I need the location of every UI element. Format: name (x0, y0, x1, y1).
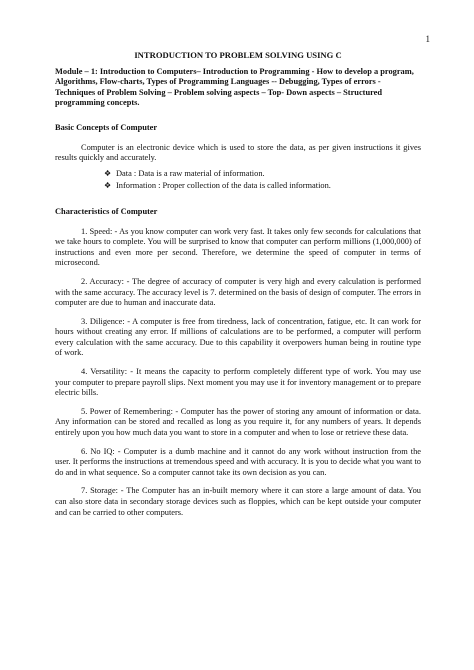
page-number: 1 (425, 34, 430, 44)
document-body (55, 50, 421, 526)
characteristic-speed: 1. Speed: - As you know computer can work very fast. It takes only few seconds for calculations that we take hours to complete. You will be surprised to know that computer can perform millions (1,000,000) of instructions and even more per second. Therefore, we determine the speed of computer in terms of microsecond. (55, 226, 421, 268)
list-item (104, 169, 421, 180)
basic-concepts-intro: Computer is an electronic device which is used to store the data, as per given instructions it gives results quickly and accurately. (55, 142, 421, 163)
characteristic-accuracy: 2. Accuracy: - The degree of accuracy of computer is very high and every calculation is performed with the same accuracy. The accuracy level is 7. determined on the basis of design of computer. The errors in computer are due to human and inaccurate data. (55, 276, 421, 308)
characteristics-heading: Characteristics of Computer (55, 206, 158, 216)
characteristic-versatility: 4. Versatility: - It means the capacity to perform completely different type of work. You may use your computer to prepare payroll slips. Next moment you may use it for inventory management or to prepare electric bills. (55, 367, 421, 398)
basic-concepts-heading: Basic Concepts of Computer (55, 122, 158, 132)
characteristic-diligence: 3. Diligence: - A computer is free from tiredness, lack of concentration, fatigue, etc. It can work for hours without creating any error. If millions of calculations are to be performed, a computer will perform every calculation with the same accuracy. Due to this capability it overpowers human being in routine type of work. (55, 316, 421, 358)
diamond-bullet-icon: ❖ (104, 181, 112, 191)
characteristic-power-of-remembering: 5. Power of Remembering: - Computer has the power of storing any amount of information or data. Any information can be stored and recalled as long as you require it, for any numbers of years. It depends entirely upon you how much data you want to store in a computer and when to lose or retrieve these data. (55, 406, 421, 438)
definitions-list (55, 169, 421, 192)
characteristic-storage: 7. Storage: - The Computer has an in-built memory where it can store a large amount of data. You can also store data in secondary storage devices such as floppies, which can be kept outside your computer and can be carried to other computers. (55, 486, 421, 517)
document-title: INTRODUCTION TO PROBLEM SOLVING USING C (134, 50, 342, 60)
characteristic-no-iq: 6. No IQ: - Computer is a dumb machine and it cannot do any work without instruction from the user. It performs the instructions at tremendous speed and with accuracy. It is you to decide what you want to do and in what sequence. So a computer cannot take its own decision as you can. (55, 446, 421, 477)
list-item (104, 181, 421, 192)
bullet-text-information: Information : Proper collection of the data is called information. (116, 181, 331, 191)
diamond-bullet-icon: ❖ (104, 168, 112, 178)
module-description: Module – 1: Introduction to Computers– Introduction to Programming - How to develop a program, Algorithms, Flow-charts, Types of Programming Languages -- Debugging, Types of errors - Techniques of Problem Solving – Problem solving aspects – Top- Down aspects – Structured programming concepts. (55, 66, 414, 108)
bullet-text-data: Data : Data is a raw material of information. (116, 168, 265, 178)
